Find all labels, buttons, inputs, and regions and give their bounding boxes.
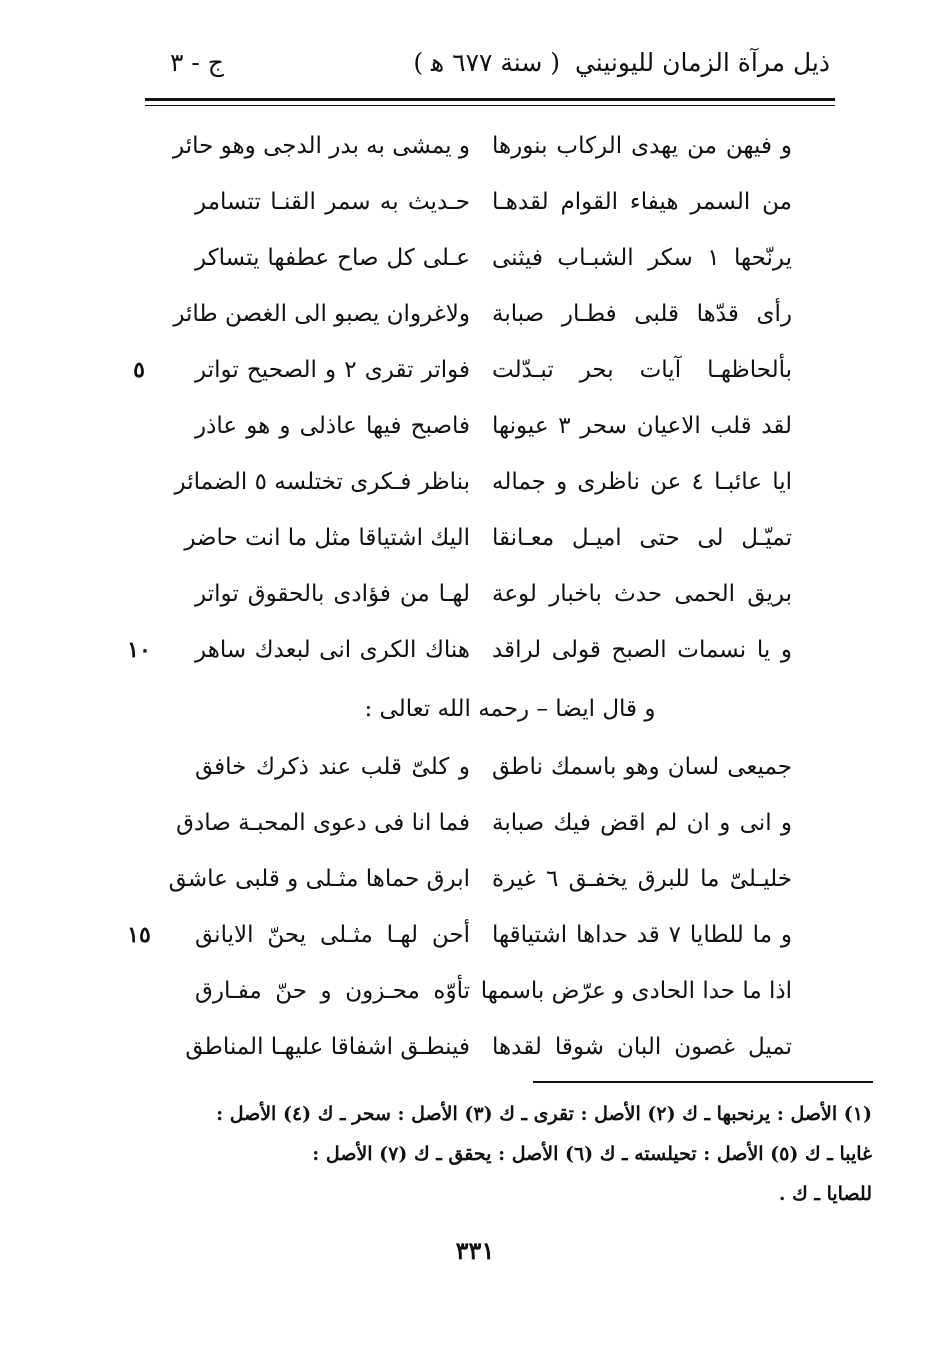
verse-line [0,122,950,170]
footnotes [172,1094,872,1214]
first-hemistich: ايا عائبـا ٤ عن ناظرى و جماله [492,469,792,495]
first-hemistich: تميّـل لى حتى اميـل معـانقا [492,525,792,551]
second-hemistich: اليك اشتياقا مثل ما انت حاضر [184,525,470,551]
second-hemistich: عـلى كل صاح عطفها يتساكر [195,245,470,271]
first-hemistich: تميل غصون البان شوقا لقدها [492,1034,792,1060]
second-hemistich: هناك الكرى انى لبعدك ساهر [195,637,470,663]
header-rule [145,98,835,101]
second-hemistich: تأوّه محـزون و حنّ مفـارق [195,978,470,1004]
first-hemistich: و ما للطايا ٧ قد حداها اشتياقها [492,922,792,948]
verse-line [0,626,950,674]
year-label: ( سنة ٦٧٧ ﻫ ) [413,48,560,77]
first-hemistich: لقد قلب الاعيان سحر ٣ عيونها [492,413,792,439]
verse-line [0,855,950,903]
second-hemistich: لهـا من فؤادى بالحقوق تواتر [195,581,470,607]
second-hemistich: و يمشى به بدر الدجى وهو حائر [173,133,470,159]
volume-label: ج - ٣ [170,48,224,77]
page-number: ٣٣١ [455,1236,495,1265]
verse-line [0,967,950,1015]
second-hemistich: و كلىّ قلب عند ذكرك خافق [195,754,470,780]
first-hemistich: يرنّحها ١ سكر الشبـاب فيثنى [492,245,793,271]
second-hemistich: ولاغروان يصبو الى الغصن طائر [173,301,470,327]
verse-line [0,402,950,450]
second-hemistich: ابرق حماها مثـلى و قلبى عاشق [168,866,470,892]
intro-text: و قال ايضا – رحمه الله تعالى : [364,696,656,722]
line-number: ١٥ [127,922,151,948]
verse-line [0,514,950,562]
first-hemistich: و فيهن من يهدى الركاب بنورها [492,133,792,159]
second-hemistich: فينطـق اشفاقا عليهـا المناطق [185,1034,470,1060]
first-hemistich: خليـلىّ ما للبرق يخفـق ٦ غيرة [492,866,792,892]
book-title: ذيل مرآة الزمان لليونيني [574,48,830,77]
verse-line [0,743,950,791]
verse-line [0,799,950,847]
header-rule-thin [145,105,835,106]
first-hemistich: بريق الحمى حدث باخبار لوعة [492,581,792,607]
line-number: ٥ [133,357,145,383]
second-hemistich: فما انا فى دعوى المحبـة صادق [176,810,470,836]
verse-line [0,570,950,618]
first-hemistich: من السمر هيفاء القوام لقدهـا [492,189,792,215]
footnote-line: غايبا ـ ك (٥) الأصل : تحيلسته ـ ك (٦) الأصل : يحقق ـ ك (٧) الأصل : [312,1143,872,1165]
first-hemistich: و يا نسمات الصبح قولى لراقد [492,637,792,663]
footnote-rule [533,1081,873,1083]
footnote-line: للصايا ـ ك . [778,1183,872,1205]
verse-line [0,290,950,338]
second-hemistich: أحن لهـا مثـلى يحنّ الايانق [195,922,470,948]
first-hemistich: و انى و ان لم اقض فيك صبابة [492,810,792,836]
footnote-line: (١) الأصل : يرنحبها ـ ك (٢) الأصل : تقرى ـ ك (٣) الأصل : سحر ـ ك (٤) الأصل : [216,1103,872,1125]
first-hemistich: جميعى لسان وهو باسمك ناطق [492,754,792,780]
second-hemistich: فاصبح فيها عاذلى و هو عاذر [195,413,470,439]
first-hemistich: رأى قدّها قلبى فطـار صبابة [492,301,792,327]
poem-intro [0,687,950,731]
second-hemistich: فواتر تقرى ٢ و الصحيح تواتر [195,357,470,383]
verse-line [0,346,950,394]
verse-line [0,911,950,959]
verse-line [0,1023,950,1071]
line-number: ١٠ [127,637,151,663]
verse-line [0,234,950,282]
second-hemistich: حـديث به سمر القنـا تتسامر [195,189,470,215]
first-hemistich: اذا ما حدا الحادى و عرّض باسمها [480,978,792,1004]
verse-line [0,178,950,226]
first-hemistich: بألحاظهـا آيات بحر تبـدّلت [492,357,792,383]
running-header [150,48,830,88]
second-hemistich: بناظر فـكرى تختلسه ٥ الضمائر [174,469,470,495]
verse-line [0,458,950,506]
